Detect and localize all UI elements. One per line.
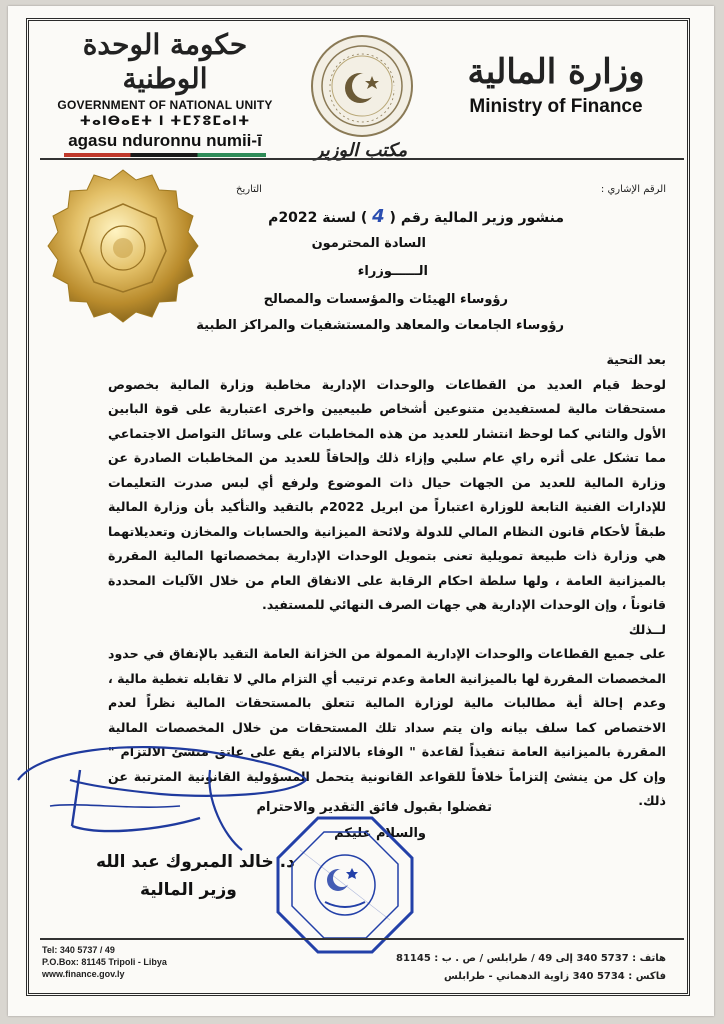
state-emblem-icon bbox=[310, 34, 414, 138]
footer-fax-ar: فاكس : 5734 340 زاوية الدهماني - طرابلس bbox=[444, 971, 666, 982]
body-paragraph-2: على جميع القطاعات والوحدات الإدارية الممولة من الخزانة العامة التقيد بالإنفاق في حدود المخصصات المقررة لها بالميزانية العامة وعدم ترتيب أي التزام مالي لا تقابله تغطية مالية ، وعدم إحالة أية مطالبات مالية لوزارة المالية تتعلق بالمستحقات المالية نظراً لعدم الاختصاص كما سلف بيانه وان يتم سداد تلك المستحقات من خلال المخصصات المالية المقررة بالميزانية العامة تنفيذاً لقاعدة " الوفاء بالالتزام يقع على عاتق منشئ الالتزام " وإن كل من ينشئ إلتزاماً خلافاً للقواعد القانونية يتحمل المسؤولية القانونية المترتبة عن ذلك. bbox=[108, 646, 666, 808]
therefore-heading: لــذلك bbox=[628, 621, 666, 637]
circular-title-prefix: منشور وزير المالية رقم ( bbox=[389, 210, 564, 226]
gov-name-arabic: حكومة الوحدة الوطنية bbox=[82, 28, 248, 95]
footer-contact-en bbox=[42, 944, 167, 980]
footer-website: www.finance.gov.ly bbox=[42, 969, 125, 979]
minister-office-label: مكتب الوزير bbox=[314, 140, 408, 161]
footer-contact-ar bbox=[376, 950, 666, 986]
closing-salam: والسلام عليكم bbox=[334, 826, 426, 841]
minister-name: د. خالد المبروك عبد الله bbox=[96, 852, 295, 872]
ministry-name-english: Ministry of Finance bbox=[469, 96, 643, 117]
body-paragraph-1: لوحظ قيام العديد من القطاعات والوحدات الإدارية مخاطبة وزارة المالية بخصوص مستحقات مالية لمستفيدين متنوعين أشخاص طبيعيين واخرى اعتبارية على قوة البابين الأول والثاني كما لوحظ انتشار للعديد من هذه المخاطبات على وسائل التواصل الاجتماعي مما تشكل على أثره راي عام سلبي وإزاء ذلك وإلحاقاً للعديد من المخاطبات الصادرة عن وزارة المالية للعديد من الجهات حيال ذات الموضوع ولرفع أي لبس صدرت التعليمات للإدارات الفنية التابعة للوزارة اعتباراً من ابريل 2022م بالتقيد والتأكيد بأن وزارة المالية طبقاً لأحكام قانون النظام المالي للدولة ولائحة الميزانية والحسابات والمخازن وتعديلاتهما هي وزارة ذات طبيعة تمويلية تعنى بتمويل الوحدات الإدارية بمخصصاتها المالية المقررة بالميزانية العامة ، ولها سلطة احكام الرقابة على الانفاق العام من خلال الآليات المحددة قانوناً ، وإن الوحدات الإدارية هي جهات الصرف النهائي للمستفيد. bbox=[108, 376, 666, 612]
flag-color-bar bbox=[64, 153, 266, 157]
gold-embossed-seal-icon bbox=[38, 166, 208, 336]
footer-divider bbox=[40, 938, 684, 940]
header-divider bbox=[40, 158, 684, 160]
addressee-line-4: رؤوساء الجامعات والمعاهد والمستشفيات والمراكز الطبية bbox=[196, 318, 564, 333]
addressee-line-3: رؤوساء الهيئات والمؤسسات والمصالح bbox=[263, 292, 508, 307]
circular-title-suffix: ) لسنة 2022م bbox=[268, 210, 368, 226]
gov-name-amazigh: agasu nduronnu numii-ī bbox=[68, 131, 262, 150]
gov-header bbox=[40, 28, 290, 157]
circular-title bbox=[268, 206, 564, 227]
ministry-name-arabic: وزارة المالية bbox=[467, 52, 645, 92]
date-label: التاريخ bbox=[236, 184, 262, 195]
ministry-header bbox=[446, 52, 666, 118]
minister-position: وزير المالية bbox=[140, 880, 237, 900]
gov-name-english: GOVERNMENT OF NATIONAL UNITY bbox=[57, 98, 273, 112]
gov-name-tifinagh: ⵜⴰⵏⴱⴰⴹⵜ ⵏ ⵜⵎⵢⵓⵎⴰⵏⵜ bbox=[79, 114, 251, 129]
greeting: بعد التحية bbox=[606, 352, 666, 367]
addressee-line-1: السادة المحترمون bbox=[311, 236, 426, 251]
addressee-line-2: الــــــوزراء bbox=[357, 264, 428, 279]
footer-phone-ar: هاتف : 5737 340 إلى 49 / طرابلس / ص . ب : 81145 bbox=[395, 953, 666, 964]
footer-tel: Tel: 340 5737 / 49 bbox=[42, 945, 115, 955]
circular-number: 4 bbox=[372, 206, 385, 227]
handwritten-signature-icon bbox=[10, 740, 310, 860]
reference-number-label: الرقم الإشاري : bbox=[600, 184, 666, 195]
closing-respect: تفضلوا بقبول فائق التقدير والاحترام bbox=[256, 800, 492, 815]
footer-pobox: P.O.Box: 81145 Tripoli - Libya bbox=[42, 957, 167, 967]
